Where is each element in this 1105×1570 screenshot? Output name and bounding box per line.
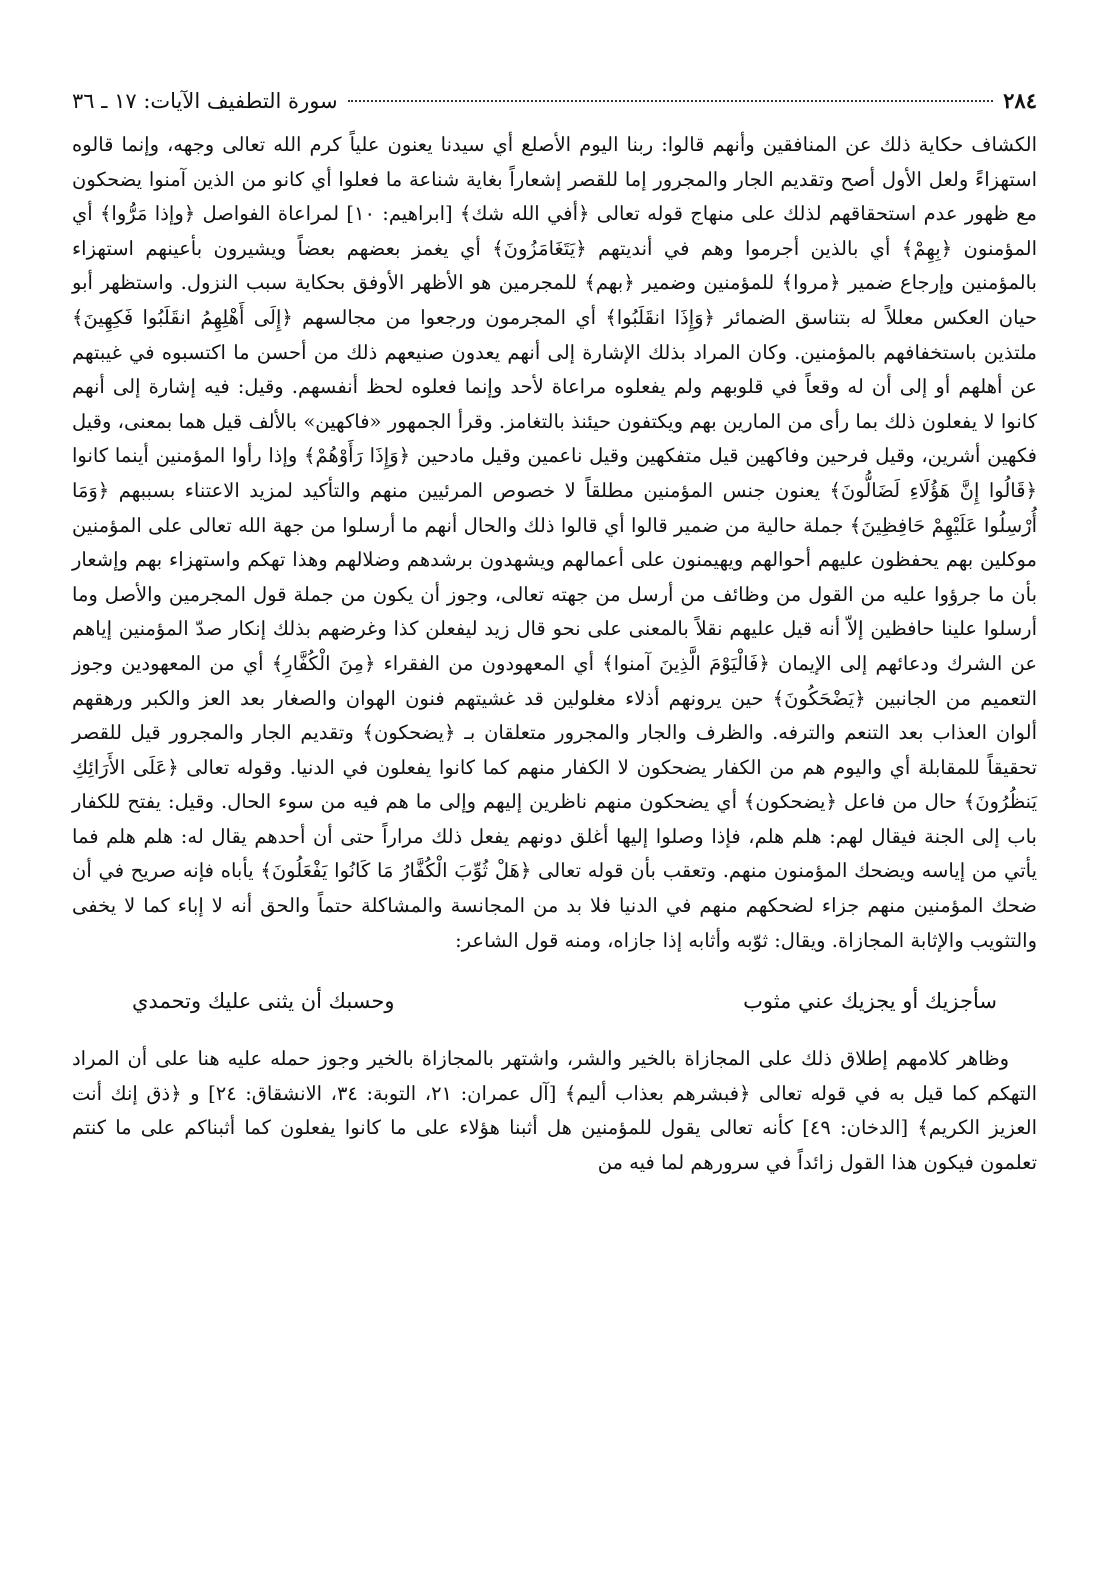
page-header bbox=[72, 88, 1037, 128]
page-number: ٢٨٤ bbox=[1003, 88, 1037, 113]
poetry-verse bbox=[132, 986, 997, 1016]
document-page bbox=[72, 88, 1037, 1548]
page-running-title: سورة التطفيف الآيات: ١٧ ـ ٣٦ bbox=[72, 89, 338, 113]
header-dotted-leader bbox=[348, 100, 994, 102]
commentary-paragraph-continued: وظاهر كلامهم إطلاق ذلك على المجازاة بالخير والشر، واشتهر بالمجازاة بالخير وجوز حمله عليه هنا على أن المراد التهكم كما قيل به في قوله تعالى ﴿فبشرهم بعذاب أليم﴾ [آل عمران: ٢١، التوبة: ٣٤، الانشقاق: ٢٤] و ﴿ذق إنك أنت العزيز الكريم﴾ [الدخان: ٤٩] كأنه تعالى يقول للمؤمنين هل أثبنا هؤلاء على ما كانوا يفعلون كما أثبناكم على ما كنتم تعلمون فيكون هذا القول زائداً في سرورهم لما فيه من bbox=[72, 1047, 1037, 1175]
verse-first-hemistich: سأجزيك أو يجزيك عني مثوب bbox=[743, 989, 997, 1014]
verse-second-hemistich: وحسبك أن يثنى عليك وتحمدي bbox=[132, 989, 395, 1014]
commentary-paragraph: الكشاف حكاية ذلك عن المنافقين وأنهم قالوا: ربنا اليوم الأصلع أي سيدنا يعنون علياً كرم الله تعالى وجهه، وإنما قالوه استهزاءً ولعل الأول أصح وتقديم الجار والمجرور إما للقصر إشعاراً بغاية شناعة ما فعلوا أي كانو من الذين آمنوا يضحكون مع ظهور عدم استحقاقهم لذلك على منهاج قوله تعالى ﴿أفي الله شك﴾ [ابراهيم: ١٠] لمراعاة الفواصل ﴿وإذا مَرُّوا﴾ أي المؤمنون ﴿بِهِمْ﴾ أي بالذين أجرموا وهم في أنديتهم ﴿يَتَغَامَزُونَ﴾ أي يغمز بعضهم بعضاً ويشيرون بأعينهم استهزاء بالمؤمنين وإرجاع ضمير ﴿مروا﴾ للمؤمنين وضمير ﴿بهم﴾ للمجرمين هو الأظهر الأوفق بحكاية سبب النزول. واستظهر أبو حيان العكس معللاً له بتناسق الضمائر ﴿وَإِذَا انقَلَبُوا﴾ أي المجرمون ورجعوا من مجالسهم ﴿إِلَى أَهْلِهِمُ انقَلَبُوا فَكِهِينَ﴾ ملتذين باستخفافهم بالمؤمنين. وكان المراد بذلك الإشارة إلى أنهم يعدون صنيعهم ذلك من أحسن ما اكتسبوه في غيبتهم عن أهلهم أو إلى أن له وقعاً في قلوبهم ولم يفعلوه مراعاة لأحد وإنما فعلوه لحظ أنفسهم. وقيل: فيه إشارة إلى أنهم كانوا لا يفعلون ذلك بما رأى من المارين بهم ويكتفون حيئنذ بالتغامز. وقرأ الجمهور «فاكهين» بالألف قيل هما بمعنى، وقيل فكهين أشرين، وقيل فرحين وفاكهين قيل متفكهين وقيل ناعمين وقيل مادحين ﴿وَإِذَا رَأَوْهُمْ﴾ وإذا رأوا المؤمنين أينما كانوا ﴿قَالُوا إِنَّ هَؤُلَاءِ لَضَالُّونَ﴾ يعنون جنس المؤمنين مطلقاً لا خصوص المرئيين منهم والتأكيد لمزيد الاعتناء بسببهم ﴿وَمَا أُرْسِلُوا عَلَيْهِمْ حَافِظِينَ﴾ جملة حالية من ضمير قالوا أي قالوا ذلك والحال أنهم ما أرسلوا من جهة الله تعالى على المؤمنين موكلين بهم يحفظون عليهم أحوالهم ويهيمنون على أعمالهم ويشهدون برشدهم وضلالهم وهذا تهكم واستهزاء بهم وإشعار بأن ما جرؤوا عليه من القول من وظائف من أرسل من جهته تعالى، وجوز أن يكون من جملة قول المجرمين والأصل وما أرسلوا علينا حافظين إلاّ أنه قيل عليهم نقلاً بالمعنى على نحو قال زيد ليفعلن كذا وغرضهم بذلك إنكار صدّ المؤمنين إياهم عن الشرك ودعائهم إلى الإيمان ﴿فَالْيَوْمَ الَّذِينَ آمنوا﴾ أي المعهودون من الفقراء ﴿مِنَ الْكُفَّارِ﴾ أي من المعهودين وجوز التعميم من الجانبين ﴿يَضْحَكُونَ﴾ حين يرونهم أذلاء مغلولين قد غشيتهم فنون الهوان والصغار بعد العز والكبر ورهقهم ألوان العذاب بعد التنعم والترفه. والظرف والجار والمجرور متعلقان بـ ﴿يضحكون﴾ وتقديم الجار والمجرور قيل للقصر تحقيقاً للمقابلة أي واليوم هم من الكفار يضحكون لا الكفار منهم كما كانوا يفعلون في الدنيا. وقوله تعالى ﴿عَلَى الأَرَائِكِ يَنظُرُونَ﴾ حال من فاعل ﴿يضحكون﴾ أي يضحكون منهم ناظرين إليهم وإلى ما هم فيه من سوء الحال. وقيل: يفتح للكفار باب إلى الجنة فيقال لهم: هلم هلم، فإذا وصلوا إليها أغلق دونهم يفعل ذلك مراراً حتى أن أحدهم يقال له: هلم هلم فما يأتي من إياسه ويضحك المؤمنون منهم. وتعقب بأن قوله تعالى ﴿هَلْ ثُوِّبَ الْكُفَّارُ مَا كَانُوا يَفْعَلُونَ﴾ يأباه فإنه صريح في أن ضحك المؤمنين منهم جزاء لضحكهم منهم في الدنيا فلا بد من المجانسة والمشاكلة حتماً والحق أنه لا إباء كما لا يخفى والتثويب والإثابة المجازاة. ويقال: ثوّبه وأثابه إذا جازاه، ومنه قول الشاعر: bbox=[72, 133, 1037, 952]
